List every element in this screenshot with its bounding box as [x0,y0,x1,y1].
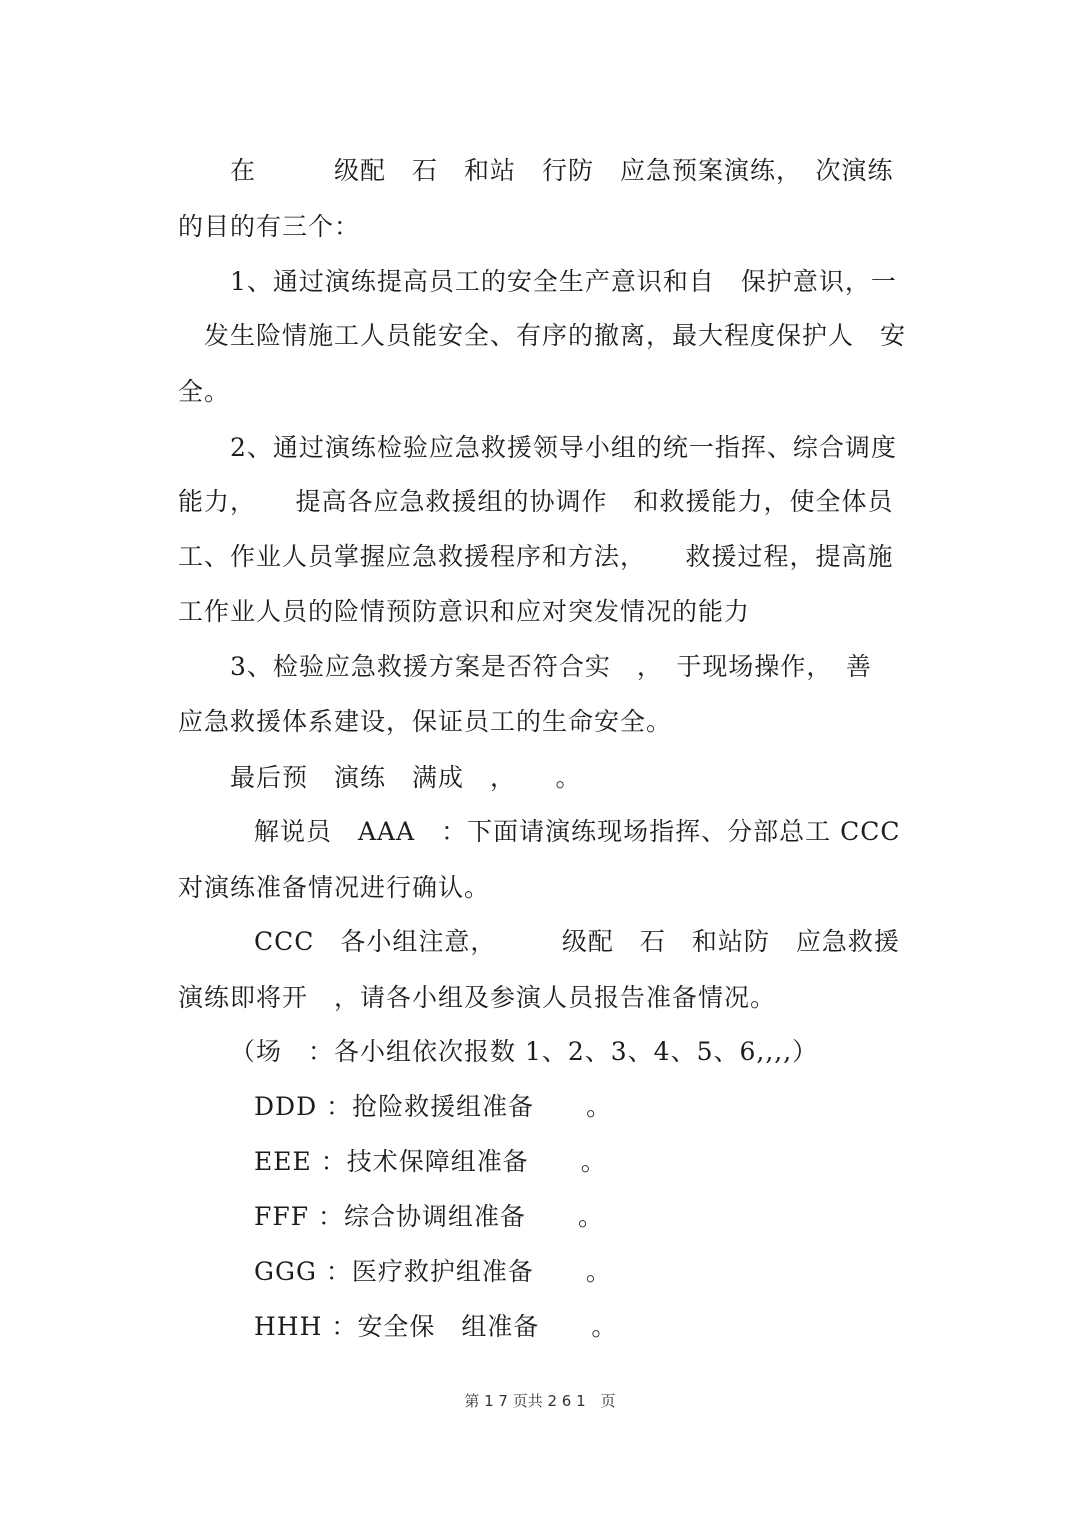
paragraph-line: 对演练准备情况进行确认。 [178,873,491,902]
paragraph-line: 全。 [178,377,231,406]
paragraph-line: 演练即将开 ，请各小组及参演人员报告准备情况。 [178,983,777,1012]
paragraph-line: 在 级配 石 和站 行防 应急预案演练， 次演练 [230,156,894,185]
paragraph-line: EEE ：技术保障组准备 。 [254,1147,607,1176]
paragraph-line: CCC 各小组注意， 级配 石 和站防 应急救援 [254,927,900,956]
paragraph-line: 发生险情施工人员能安全、有序的撤离，最大程度保护人 安 [178,321,907,350]
page-footer: 第 1 7 页共 2 6 1 页 [464,1392,616,1410]
paragraph-line: 工、作业人员掌握应急救援程序和方法， 救援过程，提高施 [178,542,894,571]
paragraph-line: 最后预 演练 满成 ， 。 [230,763,582,792]
paragraph-line: （场 ：各小组依次报数 1、2、3、4、5、6,,,,） [230,1037,819,1066]
paragraph-line: 3、检验应急救援方案是否符合实 ， 于现场操作， 善 [230,652,872,681]
paragraph-line: 1、通过演练提高员工的安全生产意识和自 保护意识，一 [230,267,897,296]
paragraph-line: 2、通过演练检验应急救援领导小组的统一指挥、综合调度 [230,433,897,462]
paragraph-line: 能力， 提高各应急救援组的协调作 和救援能力，使全体员 [178,487,894,516]
paragraph-line: HHH ：安全保 组准备 。 [254,1312,618,1341]
paragraph-line: GGG ：医疗救护组准备 。 [254,1257,612,1286]
paragraph-line: 的目的有三个： [178,212,361,241]
paragraph-line: 工作业人员的险情预防意识和应对突发情况的能力 [178,597,751,626]
paragraph-line: 解说员 AAA ：下面请演练现场指挥、分部总工 CCC [254,817,901,846]
paragraph-line: FFF ：综合协调组准备 。 [254,1202,604,1231]
paragraph-line: DDD ：抢险救援组准备 。 [254,1092,613,1121]
paragraph-line: 应急救援体系建设，保证员工的生命安全。 [178,707,673,736]
